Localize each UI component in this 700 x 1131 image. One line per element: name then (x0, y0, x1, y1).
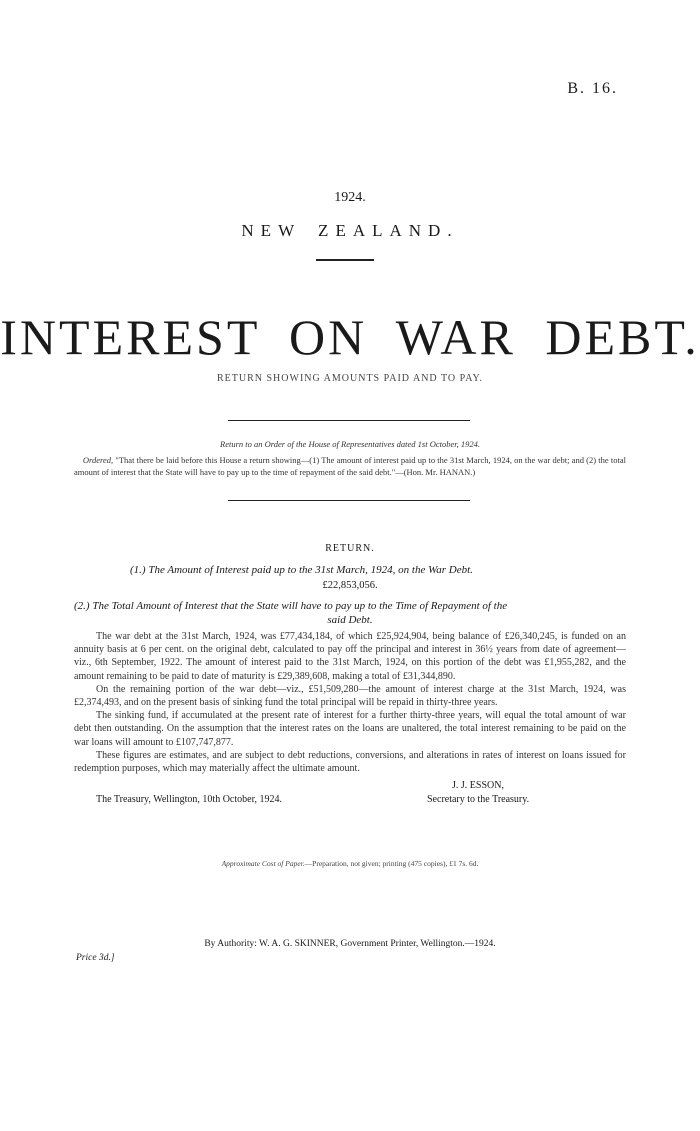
section-2-line-1: (2.) The Total Amount of Interest that the State will have to pay up to the Time of Repayment of the (74, 600, 508, 612)
document-title: INTEREST ON WAR DEBT. (0, 309, 700, 365)
return-body (74, 630, 626, 775)
country-heading: NEW ZEALAND. (241, 221, 459, 240)
section-1-heading: (1.) The Amount of Interest paid up to the 31st March, 1924, on the War Debt. (130, 564, 473, 576)
ordered-text: "That there be laid before this House a return showing—(1) The amount of interest paid up to the 31st March, 1924, on the war debt; and (2) the total amount of interest that the State will have to pay up to the time of repayment of the said debt."—(Hon. Mr. HANAN.) (74, 455, 626, 477)
body-paragraph: The sinking fund, if accumulated at the present rate of interest for a further thirty-three years, will equal the total amount of war debt then outstanding. On the assumption that the interest rates on the loans are unaltered, the total interest remaining to be paid on the war loans will amount to £107,747,877. (74, 710, 626, 748)
body-paragraph: The war debt at the 31st March, 1924, was £77,434,184, of which £25,924,904, being balance of £26,340,245, is funded on an annuity basis at 6 per cent. on the original debt, calculated to pay off the principal and interest in 36½ years from date of agreement—viz., 6th September, 1922. The amount of interest paid to the 31st March, 1924, on this portion of the debt was £1,955,282, and the amount remaining to be paid to date of maturity is £29,389,608, making a total of £31,344,890. (74, 631, 626, 682)
document-subtitle: RETURN SHOWING AMOUNTS PAID AND TO PAY. (217, 373, 483, 384)
cost-label: Approximate Cost of Paper. (221, 859, 305, 868)
body-paragraph: On the remaining portion of the war debt—viz., £51,509,280—the amount of interest charge at the 31st March, 1924, was £2,374,493, and on the present basis of sinking fund the total principal will be repaid in thirty-three years. (74, 683, 626, 709)
masthead-rule (316, 259, 374, 261)
section-2-line-2: said Debt. (327, 614, 373, 626)
cost-text: —Preparation, not given; printing (475 copies), £1 7s. 6d. (304, 859, 479, 868)
signatory-title: Secretary to the Treasury. (427, 794, 530, 805)
document-reference: B. 16. (567, 80, 618, 97)
cost-note (0, 859, 700, 868)
signatory-name: J. J. ESSON, (452, 780, 504, 791)
price: Price 3d.] (76, 953, 115, 963)
return-heading: RETURN. (325, 543, 375, 554)
ordered-lead: Ordered, (82, 455, 114, 465)
printer-authority: By Authority: W. A. G. SKINNER, Government Printer, Wellington.—1924. (204, 939, 496, 949)
body-paragraph: These figures are estimates, and are subject to debt reductions, conversions, and alterations in rates of interest on loans issued for redemption purposes, which may materially affect the ultimate amount. (74, 749, 626, 775)
divider-bottom (228, 500, 470, 501)
divider-top (228, 420, 470, 421)
section-2-heading (74, 599, 626, 627)
ordered-paragraph (74, 454, 626, 478)
order-reference: Return to an Order of the House of Representatives dated 1st October, 1924. (220, 439, 480, 449)
dateline: The Treasury, Wellington, 10th October, 1924. (96, 794, 282, 805)
section-1-amount: £22,853,056. (322, 580, 378, 591)
year: 1924. (334, 190, 366, 205)
